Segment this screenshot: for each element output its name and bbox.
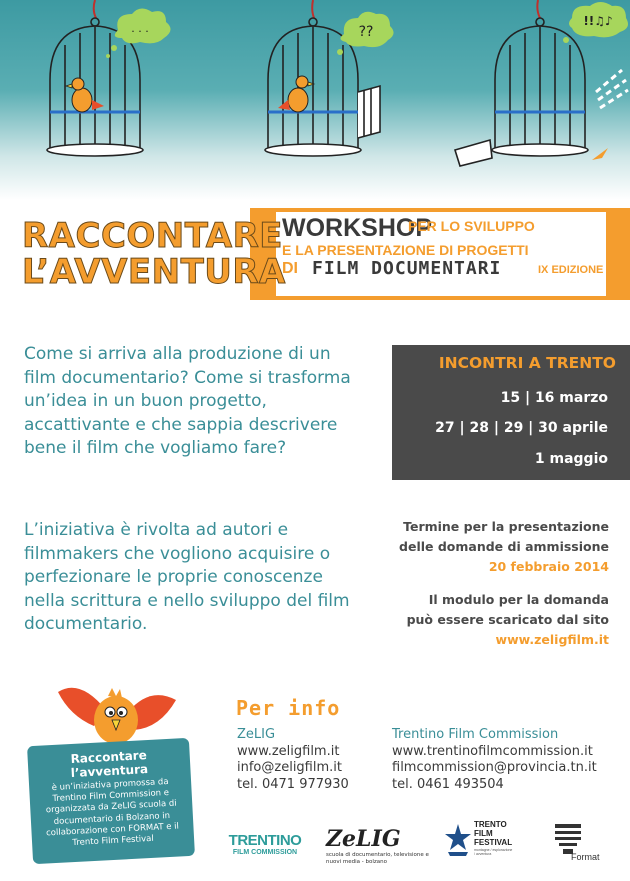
- meetings-box: [392, 345, 630, 480]
- thought-bubble-2: [337, 12, 394, 55]
- meetings-date-1: 15 | 16 marzo: [500, 390, 608, 406]
- form-block: [407, 590, 609, 650]
- subtitle-line-1: PER LO SVILUPPO: [408, 218, 535, 234]
- title-line-2: L’AVVENTURA: [22, 252, 286, 292]
- tfc-website-link[interactable]: www.trentinofilmcommission.it: [392, 743, 593, 759]
- promo-body: è un’iniziativa promossa da Trentino Film Commission e organizzata da ZeLIG scuola di documentario di Bolzano in collaborazione con FORMAT e il Trento Film Festival: [45, 776, 180, 849]
- info-heading: Per info: [236, 696, 341, 720]
- title-line-1: RACCONTARE: [22, 216, 284, 256]
- header-illustration: [0, 0, 630, 200]
- deadline-line-1: Termine per la presentazione: [403, 519, 609, 534]
- birdcages-illustration: [0, 0, 630, 200]
- promo-box: [27, 738, 195, 864]
- edition-label: IX EDIZIONE: [538, 264, 604, 276]
- svg-text:!!♫♪: !!♫♪: [583, 14, 613, 28]
- thought-bubble-1: [106, 8, 171, 58]
- zelig-contact: [237, 727, 349, 793]
- format-emblem-icon: [553, 822, 585, 856]
- meetings-date-3: 1 maggio: [534, 451, 608, 467]
- subtitle-di: DI: [282, 260, 298, 277]
- zelig-name: ZeLIG: [237, 727, 276, 742]
- subtitle-film: FILM DOCUMENTARI: [312, 258, 502, 279]
- deadline-line-2: delle domande di ammissione: [399, 539, 609, 554]
- feather: [592, 148, 608, 160]
- thought-bubble-3: [563, 2, 628, 43]
- zelig-logo: ZeLIG scuola di documentario, televisione e nuovi media - bolzano: [326, 826, 429, 865]
- subtitle-line-2: E LA PRESENTAZIONE DI PROGETTI: [282, 242, 529, 258]
- intro-paragraph-1: Come si arriva alla produzione di un film documentario? Come si trasforma un’idea in un buon progetto, accattivante e che sappia descrivere bene il film che vogliamo fare?: [24, 344, 351, 458]
- star-icon: [444, 822, 472, 858]
- promo-title: Raccontare l’avventura: [70, 748, 149, 781]
- zelig-phone: tel. 0471 977930: [237, 776, 349, 792]
- tfc-email-link[interactable]: filmcommission@provincia.tn.it: [392, 760, 597, 775]
- meetings-title: INCONTRI A TRENTO: [438, 354, 616, 372]
- workshop-label: WORKSHOP: [282, 214, 432, 242]
- zelig-email-link[interactable]: info@zeligfilm.it: [237, 760, 342, 775]
- deadline-block: [399, 517, 609, 577]
- svg-text:??: ??: [358, 24, 374, 40]
- intro-paragraph-2: L’iniziativa è rivolta ad autori e filmmakers che vogliono acquisire o perfezionare le proprie conoscenze nella scrittura e nello sviluppo del film documentario.: [24, 520, 350, 634]
- tfc-name: Trentino Film Commission: [392, 727, 559, 742]
- meetings-date-2: 27 | 28 | 29 | 30 aprile: [435, 420, 608, 436]
- tfc-phone: tel. 0461 493504: [392, 776, 504, 792]
- deadline-date: 20 febbraio 2014: [488, 559, 609, 574]
- svg-text:. . .: . . .: [131, 22, 149, 35]
- form-line-2: può essere scaricato dal sito: [406, 612, 609, 627]
- form-line-1: Il modulo per la domanda: [428, 592, 609, 607]
- zelig-website-link[interactable]: www.zeligfilm.it: [237, 743, 340, 759]
- form-url-link[interactable]: www.zeligfilm.it: [495, 632, 609, 647]
- tfc-contact: [392, 727, 597, 793]
- title-band: [0, 208, 630, 300]
- flight-streaks: [596, 70, 628, 108]
- trentino-film-commission-logo: TRENTINO FILM COMMISSION: [228, 832, 302, 856]
- bird-1: [66, 78, 104, 112]
- trento-film-festival-logo: TRENTO FILM FESTIVAL montagne / esplorazione / avventura: [444, 820, 514, 860]
